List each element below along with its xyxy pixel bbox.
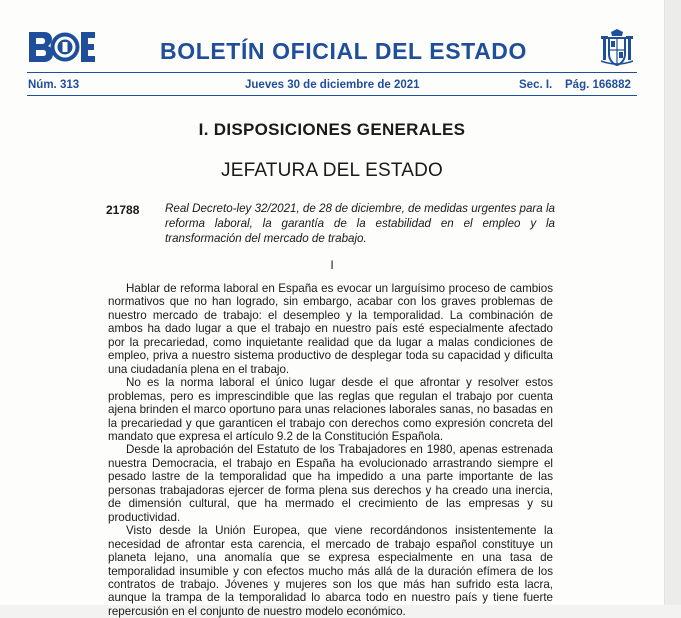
paragraph: Hablar de reforma laboral en España es evocar un larguísimo proceso de cambios normativos que no han logrado, sin embargo, acabar con los graves problemas de nuestro mercado de trabajo: el desempleo y la temporalidad. La combinación de ambos ha dado lugar a que el trabajo en nuestro país esté especialmente afectado por la precariedad, como inquietante realidad que da lugar a malas condiciones de empleo, priva a nuestro sistema productivo de desplegar toda su capacidad y dificulta una ciudadanía plena en el trabajo. <box>108 282 553 376</box>
page-number: Pág. 166882 <box>565 79 631 91</box>
publication-title: BOLETÍN OFICIAL DEL ESTADO <box>160 38 528 64</box>
disposition-title: Real Decreto-ley 32/2021, de 28 de diciembre, de medidas urgentes para la reforma laboral, la garantía de la estabilidad en el empleo y la transformación del mercado de trabajo. <box>165 202 555 245</box>
page-edge-shadow <box>664 0 681 605</box>
chapter-numeral: I <box>330 258 334 272</box>
boe-logo <box>28 30 96 64</box>
paragraph: Desde la aprobación del Estatuto de los Trabajadores en 1980, apenas estrenada nuestra Democracia, el trabajo en España ha evolucionado arrastrando siempre el pesado lastre de la temporalidad que ha impedido a una parte importante de las personas trabajadoras ejercer de forma plena sus derechos y ha creado una inercia, de dimensión cultural, que ha mermado el crecimiento de las empresas y su productividad. <box>108 443 553 524</box>
paragraph: No es la norma laboral el único lugar desde el que afrontar y resolver estos problemas, pero es imprescindible que las reglas que regulan el trabajo por cuenta ajena brinden el marco oportuno para unas relaciones laborales sanas, no basadas en la precariedad y que garanticen el trabajo con derechos como expresión concreta del mandato que expresa el artículo 9.2 de la Constitución Española. <box>108 376 553 443</box>
disposition-number: 21788 <box>106 203 140 217</box>
issue-date: Jueves 30 de diciembre de 2021 <box>245 79 420 91</box>
section-heading: I. DISPOSICIONES GENERALES <box>198 120 466 139</box>
issue-number: Núm. 313 <box>28 79 80 91</box>
authority-heading: JEFATURA DEL ESTADO <box>221 160 443 181</box>
header-rule-top <box>27 72 637 73</box>
section-label: Sec. I. <box>519 79 553 91</box>
coat-of-arms-icon <box>597 28 637 68</box>
header-rule-bottom <box>27 95 637 96</box>
body-text <box>108 282 553 618</box>
paragraph: Visto desde la Unión Europea, que viene recordándonos insistentemente la necesidad de afrontar esta carencia, el mercado de trabajo español constituye un planeta lejano, una anomalía que se expresa especialmente en una tasa de temporalidad insumible y con efectos mucho más allá de la duración efímera de los contratos de trabajo. Jóvenes y mujeres son los que más han sufrido esta lacra, aunque la trampa de la temporalidad lo abarca todo en nuestro país y tiene fuerte repercusión en el conjunto de nuestro modelo económico. <box>108 524 553 618</box>
